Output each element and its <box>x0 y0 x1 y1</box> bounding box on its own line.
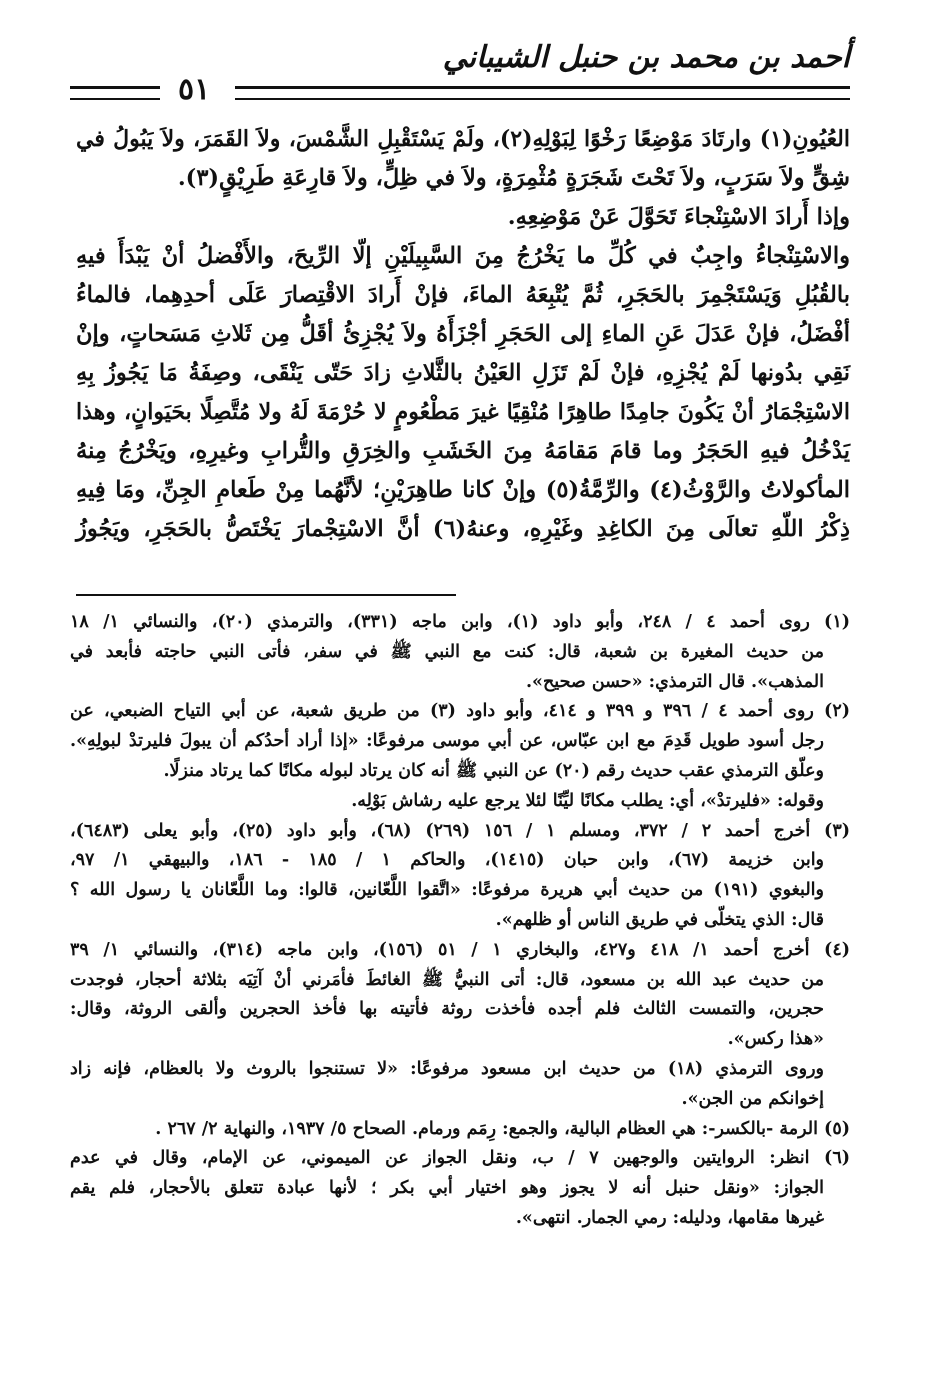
footnote-line: المذهب». قال الترمذي: «حسن صحيح». <box>525 671 824 692</box>
header-rule-left <box>70 86 160 100</box>
main-line: ذِكْرُ اللّهِ تعالَى مِنَ الكاغِدِ وغَيْرِهِ، وعنهُ(٦) أنَّ الاسْتِجْمارَ يَخْتَصُّ بالحَجَرِ، ويَجُوزُ <box>76 516 850 542</box>
footnote-line: (٢) روى أحمد ٤ / ٣٩٦ و ٣٩٩ و ٤١٤، وأبو داود (٣) من طريق شعبة، عن أبي التياح الضبعي، عن <box>70 701 851 722</box>
page-header <box>70 32 850 107</box>
footnote-line: وقوله: «فليرتدْ»، أي: يطلب مكانًا ليِّنًا لئلا يرجع عليه رشاش بَوْلِه. <box>351 790 824 811</box>
running-title: أحمد بن محمد بن حنبل الشيباني <box>442 40 850 75</box>
main-line: والاسْتِنْجاءُ واجِبٌ في كُلِّ ما يَخْرُجُ مِنَ السَّبِيلَيْنِ إلّا الرِّيحَ، والأَفْضلُ أنْ يَبْدَأَ فيهِ <box>76 243 850 269</box>
footnote-separator <box>76 594 456 596</box>
main-text <box>76 120 850 549</box>
footnote-line: (٦) انظر: الروايتين والوجهين ٧ / ب، ونقل الجواز عن الميموني، عن الإمام، وقال في عدم <box>70 1148 850 1169</box>
footnote-1 <box>70 608 850 697</box>
footnote-line: الجواز: «ونقل حنبل أنه لا يجوز وهو اختيار أبي بكر ؛ لأنها عبادة تتعلق بالأحجار، فلم يقم <box>70 1178 824 1199</box>
main-line: الاسْتِجْمَارُ أنْ يَكُونَ جامِدًا طاهِرًا مُنْقِيًا غيرَ مَطْعُومٍ لا حُرْمَةَ لَهُ ولا مُتَّصِلًا بحَيَوانٍ، وهذا <box>76 399 850 425</box>
main-line: نَقِي بدُونها لَمْ يُجْزِهِ، فإنْ لَمْ تَزَلِ العَيْنُ بالثَّلاثِ زادَ حَتّى يَنْقَى، وصِفَةُ مَا يَجُوزُ بِهِ <box>76 360 850 386</box>
footnote-line: إخوانكم من الجن». <box>681 1088 824 1109</box>
main-line: وإذا أَرادَ الاسْتِنْجاءَ تَحَوَّلَ عَنْ مَوْضِعِهِ. <box>507 204 850 230</box>
main-line: يَدْخُلُ فيهِ الحَجَرُ وما قامَ مَقامَهُ مِنَ الخَشَبِ والخِرَقِ والتُّرابِ وغيرِهِ، ويَخْرُجُ مِنهُ <box>76 438 850 464</box>
footnote-5 <box>70 1115 850 1145</box>
footnote-line: (٥) الرمة -بالكسر-: هي العظام البالية، والجمع: رِمَم ورمام. الصحاح ٥/ ١٩٣٧، والنهاية ٢/ ٢٦٧ . <box>155 1118 850 1139</box>
main-line: بالقُبُلِ وَيَسْتَجْمِرَ بالحَجَرِ، ثُمَّ يُتْبِعَهُ الماءَ، فإنْ أَرادَ الاقْتِصارَ عَلَى أحدِهِما، فالماءُ <box>76 282 850 308</box>
footnote-line: (١) روى أحمد ٤ / ٢٤٨، وأبو داود (١)، وابن ماجه (٣٣١)، والترمذي (٢٠)، والنسائي ١/ ١٨ <box>70 612 851 632</box>
footnote-line: وابن خزيمة (٦٧)، وابن حبان (١٤١٥)، والحاكم ١ / ١٨٥ - ١٨٦، والبيهقي ١/ ٩٧، <box>70 850 825 871</box>
footnote-2 <box>70 697 850 816</box>
footnote-line: (٣) أخرج أحمد ٢ / ٣٧٢، ومسلم ١ / ١٥٦ (٢٦٩) (٦٨)، وأبو داود (٢٥)، وأبو يعلى (٦٤٨٣)، <box>70 820 851 841</box>
header-rule-right <box>235 86 850 100</box>
main-line: المأكولاتُ والرَّوْثُ(٤) والرِّمَّةُ(٥) وإنْ كانا طاهِرَيْنِ؛ لأنَّهُما مِنْ طَعامِ الجِنِّ، ومَا فِيهِ <box>76 477 850 503</box>
main-line: العُيُونِ(١) وارتَادَ مَوْضِعًا رَخْوًا لِبَوْلِهِ(٢)، ولَمْ يَسْتَقْبِلِ الشَّمْسَ، ولاَ القَمَرَ، ولاَ يَبُولُ في <box>76 126 850 152</box>
footnote-line: «هذا ركس». <box>727 1029 824 1050</box>
footnote-line: والبغوي (١٩١) من حديث أبي هريرة مرفوعًا: «اتَّقوا اللَّعّانين، قالوا: وما اللَّعّانان يا رسول الله ؟ <box>70 880 824 901</box>
footnote-line: غيرها مقامها، ودليله: رمي الجمار. انتهى». <box>515 1207 824 1228</box>
main-line: أفْضَلُ، فإنْ عَدَلَ عَنِ الماءِ إلى الحَجَرِ أجْزَأَهُ ولاَ يُجْزِئُ أقَلُّ مِن ثَلاثِ مَسَحاتٍ، وإنْ <box>76 321 850 347</box>
footnote-line: رجل أسود طويل قَدِمَ مع ابن عبّاس، عن أبي موسى مرفوعًا: «إذا أراد أحدُكم أن يبولَ فليرتدْ لبولِهِ». <box>70 731 824 752</box>
footnote-line: من حديث المغيرة بن شعبة، قال: كنت مع النبي ﷺ في سفر، فأتى النبي حاجته فأبعد في <box>70 641 824 662</box>
footnote-4 <box>70 936 850 1115</box>
footnote-3 <box>70 817 850 936</box>
footnote-6 <box>70 1144 850 1233</box>
footnote-line: وروى الترمذي (١٨) من حديث ابن مسعود مرفوعًا: «لا تستنجوا بالروث ولا بالعظام، فإنه زاد <box>70 1058 825 1079</box>
footnote-line: من حديث عبد الله بن مسعود، قال: أتى النبيُّ ﷺ الغائطَ فأمَرني أنْ آتِيَه بثلاثة أحجار، فوجدت <box>70 969 824 990</box>
main-line: شِقٍّ ولاَ سَرَبٍ، ولاَ تَحْتَ شَجَرَةٍ مُثْمِرَةٍ، ولاَ في ظِلٍّ، ولاَ قارِعَةِ طَرِيْقٍ(٣). <box>177 165 850 191</box>
footnote-line: وعلّق الترمذي عقب حديث رقم (٢٠) عن النبي ﷺ أنه كان يرتاد لبوله مكانًا كما يرتاد منزلًا. <box>163 760 824 781</box>
footnote-line: (٤) أخرج أحمد ١/ ٤١٨ و٤٢٧، والبخاري ١ / ٥١ (١٥٦)، وابن ماجه (٣١٤)، والنسائي ١/ ٣٩ <box>70 939 851 960</box>
footnote-line: حجرين، والتمست الثالث فلم أجده فأخذت روثة فأتيته بها فأخذ الحجرين وألقى الروثة، وقال: <box>70 999 824 1020</box>
page-number: ٥١ <box>178 72 211 107</box>
footnotes <box>70 608 850 1234</box>
footnote-line: قال: الذي يتخلّى في طريق الناس أو ظلهم». <box>495 909 824 930</box>
